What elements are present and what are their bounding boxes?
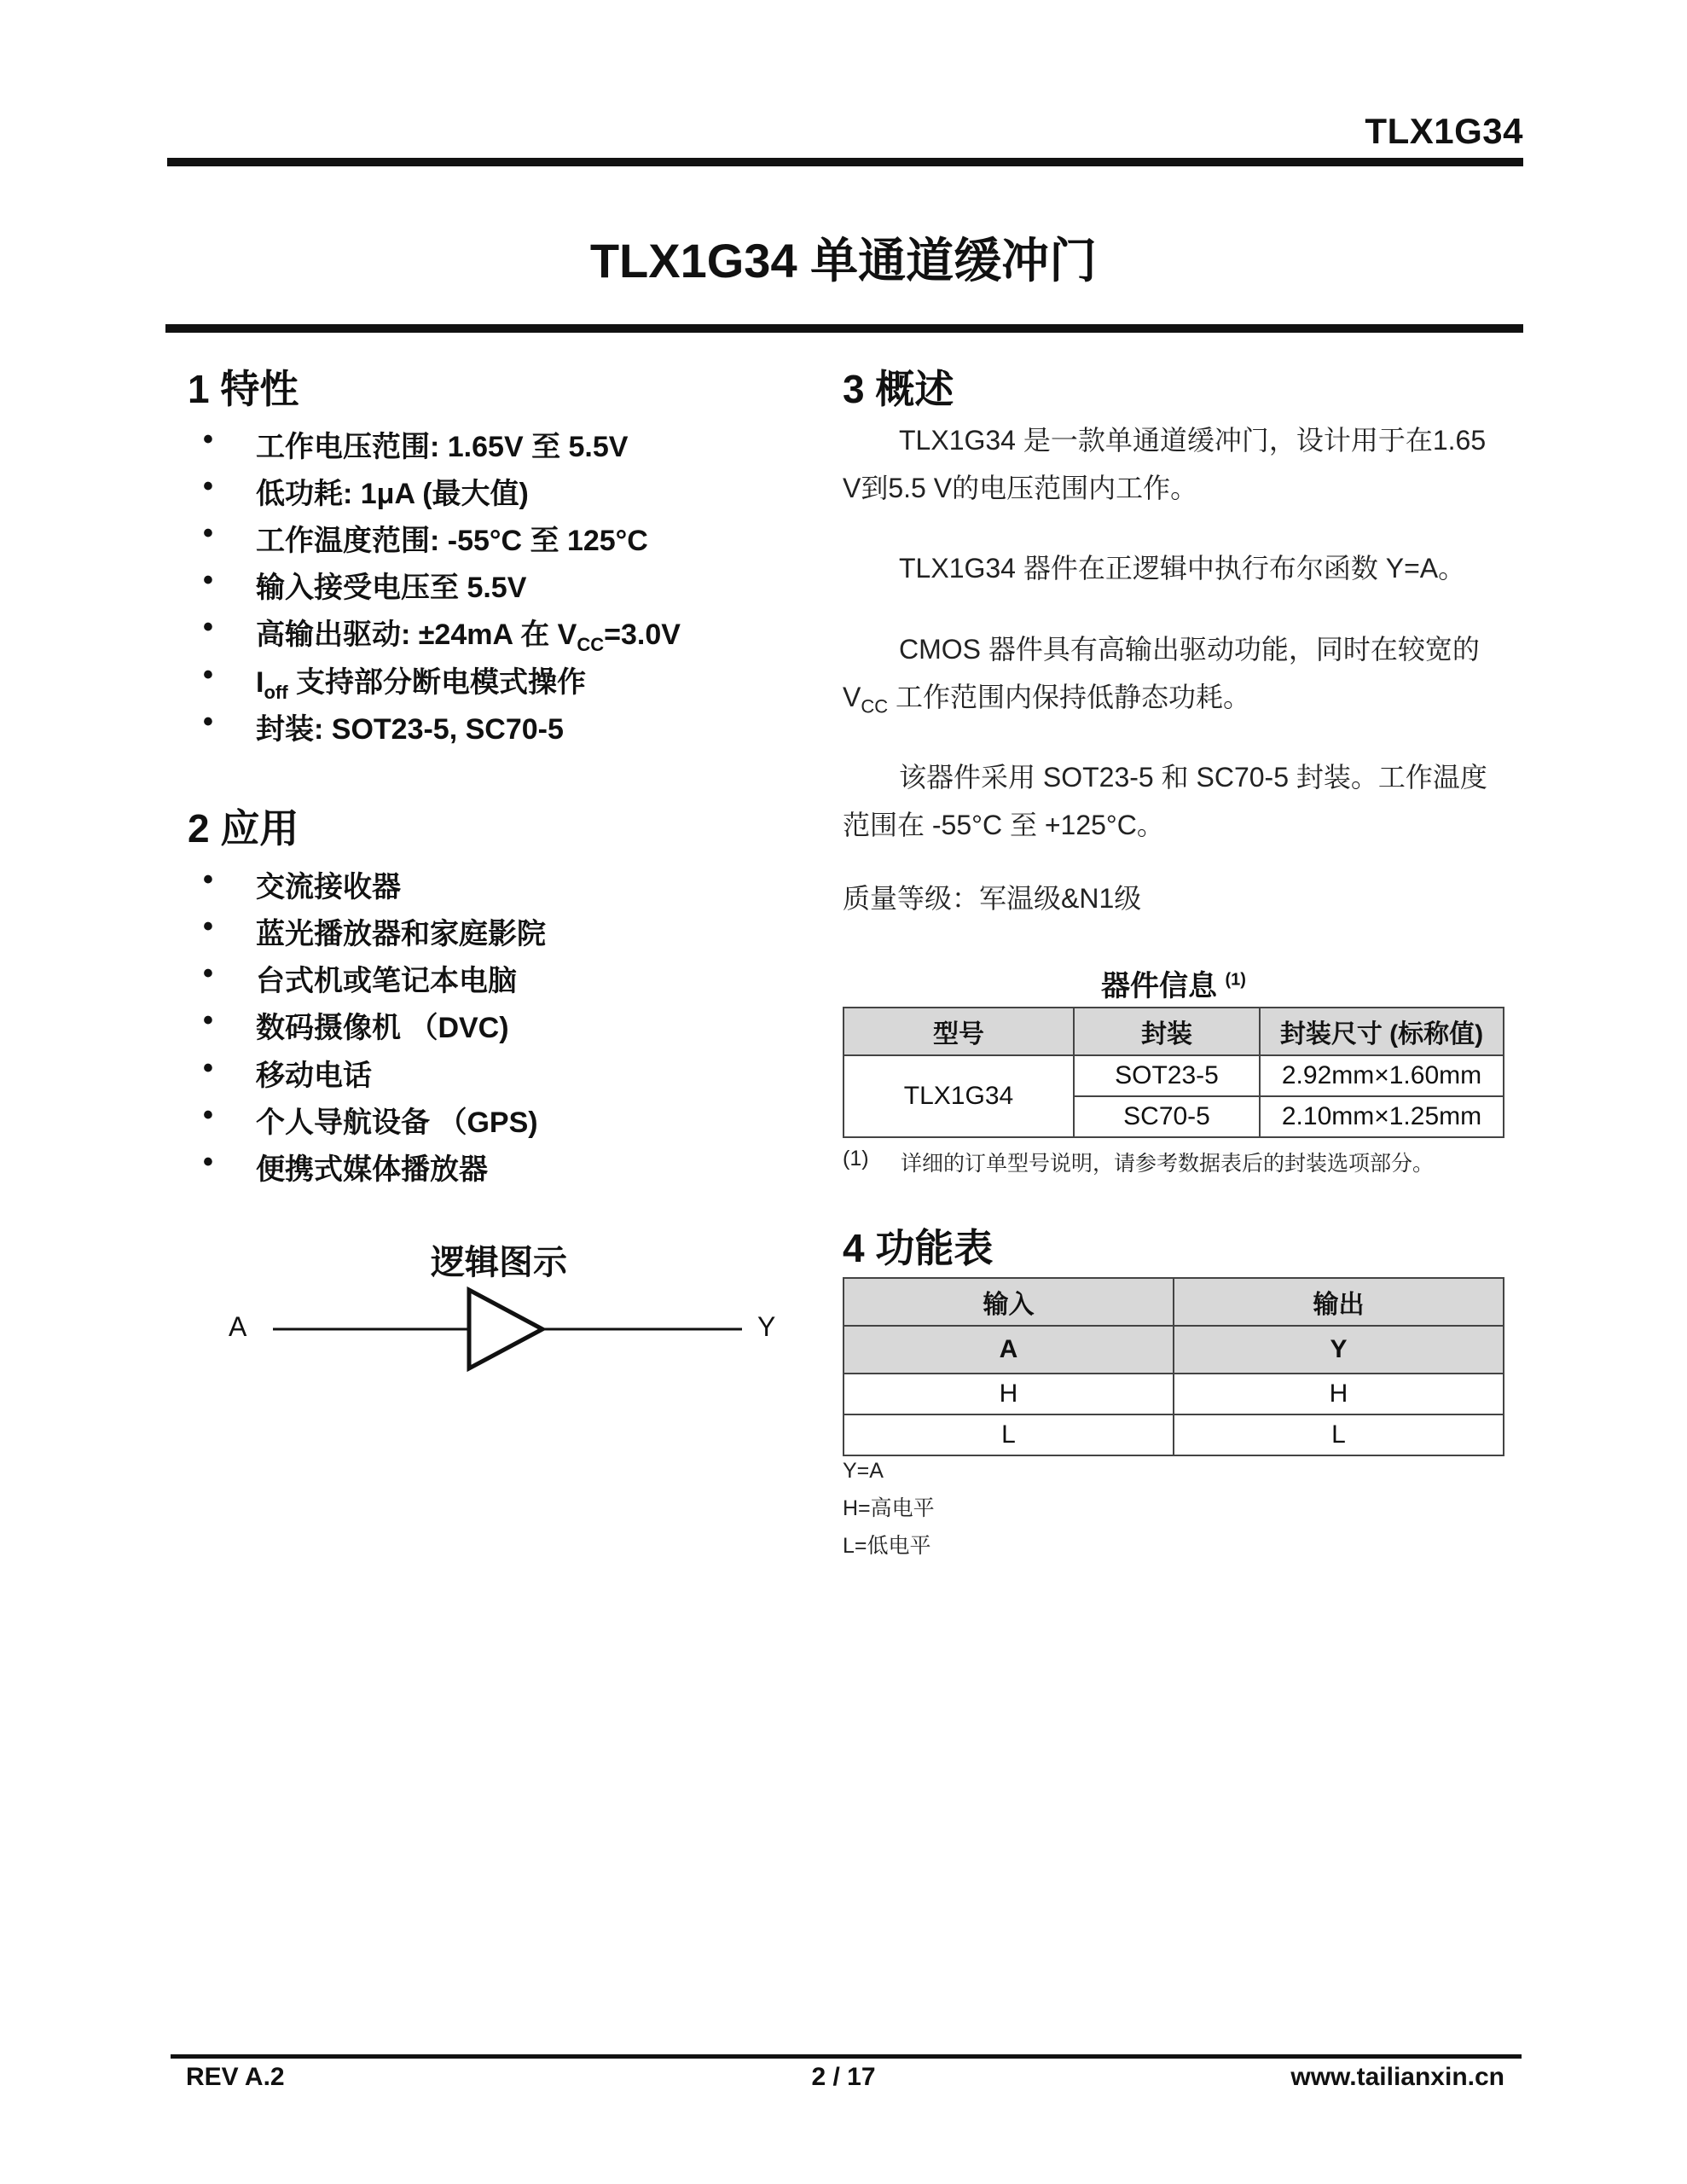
ioff-subscript: off [264, 681, 288, 703]
column-header: Y [1174, 1326, 1504, 1374]
application-item: • 数码摄像机 （DVC) [203, 1004, 509, 1044]
column-header: 型号 [844, 1008, 1074, 1055]
feature-item: • 工作温度范围: -55°C 至 125°C [203, 517, 648, 557]
overview-paragraph-1: TLX1G34 是一款单通道缓冲门，设计用于在1.65 V到5.5 V的电压范围内工作。 [843, 425, 1487, 503]
device-info-title [843, 962, 1504, 1004]
footer-website[interactable]: www.tailianxin.cn [1290, 2063, 1504, 2091]
part-cell: TLX1G34 [844, 1055, 1074, 1137]
input-cell: H [844, 1374, 1174, 1414]
logic-output-label: Y [757, 1311, 776, 1342]
table-row [844, 1055, 1504, 1096]
application-text: 数码摄像机 （DVC) [256, 1012, 509, 1044]
column-header: 封装尺寸 (标称值) [1260, 1008, 1504, 1055]
header-rule [167, 158, 1523, 166]
feature-text: I [256, 666, 264, 699]
vcc-subscript: CC [861, 695, 889, 717]
overview-paragraph-3 [843, 625, 1508, 730]
quality-grade: 质量等级：军温级&N1级 [843, 883, 1142, 914]
feature-text-tail: 支持部分断电模式操作 [287, 666, 586, 699]
applications-heading: 2 应用 [188, 806, 299, 851]
application-text: 蓝光播放器和家庭影院 [256, 918, 546, 950]
package-cell: SOT23-5 [1074, 1055, 1260, 1096]
device-info-footnote-ref: (1) [1225, 970, 1246, 990]
group-header: 输入 [844, 1278, 1174, 1326]
feature-text: 工作温度范围: -55°C 至 125°C [256, 525, 648, 557]
feature-item-ioff: • $I_{off}$ 支持部分断电模式操作 [203, 659, 586, 703]
feature-text: 输入接受电压至 5.5V [256, 572, 527, 604]
overview-paragraph-2: TLX1G34 器件在正逻辑中执行布尔函数 Y=A。 [899, 553, 1466, 584]
application-text: 台式机或笔记本电脑 [256, 965, 517, 997]
size-cell: 2.92mm×1.60mm [1260, 1055, 1504, 1096]
overview-p3-text: CMOS 器件具有高输出驱动功能，同时在较宽的 V [843, 634, 1480, 712]
application-item: • 交流接收器 [203, 863, 401, 903]
header-part-number: TLX1G34 [1365, 111, 1523, 151]
device-info-table [843, 1007, 1504, 1138]
feature-text: 高输出驱动: ±24mA 在 V [256, 619, 577, 651]
table-row [844, 1374, 1504, 1414]
features-heading: 1 特性 [188, 367, 299, 411]
package-cell: SC70-5 [1074, 1096, 1260, 1137]
function-note: L=低电平 [843, 1534, 931, 1558]
application-item: • 便携式媒体播放器 [203, 1146, 488, 1186]
footer-revision: REV A.2 [186, 2063, 285, 2091]
output-cell: L [1174, 1414, 1504, 1455]
application-text: 移动电话 [256, 1060, 372, 1092]
footer-page-number: 2 / 17 [811, 2063, 876, 2091]
device-info-note-number: (1) [843, 1147, 869, 1170]
overview-p3-tail: 工作范围内保持低静态功耗。 [888, 682, 1251, 712]
device-info-note: 详细的订单型号说明，请参考数据表后的封装选项部分。 [901, 1152, 1435, 1176]
device-info-title-text: 器件信息 [1101, 970, 1218, 1002]
application-item: • 个人导航设备 （GPS) [203, 1099, 538, 1139]
feature-item: • 封装: SOT23-5, SC70-5 [203, 706, 564, 746]
application-text: 个人导航设备 （GPS) [256, 1107, 538, 1139]
application-item: • 台式机或笔记本电脑 [203, 957, 517, 997]
feature-text: 工作电压范围: 1.65V 至 5.5V [256, 431, 629, 463]
application-text: 交流接收器 [256, 871, 401, 903]
application-item: • 蓝光播放器和家庭影院 [203, 910, 546, 950]
document-title: TLX1G34 单通道缓冲门 [589, 234, 1098, 288]
input-cell: L [844, 1414, 1174, 1455]
application-text: 便携式媒体播放器 [256, 1153, 488, 1186]
feature-text: 低功耗: 1μA (最大值) [256, 478, 529, 510]
feature-item: • 低功耗: 1μA (最大值) [203, 470, 529, 510]
feature-text-tail: =3.0V [604, 619, 681, 651]
title-rule [165, 324, 1523, 333]
application-item: • 移动电话 [203, 1052, 372, 1092]
table-row [844, 1414, 1504, 1455]
size-cell: 2.10mm×1.25mm [1260, 1096, 1504, 1137]
logic-diagram-title: 逻辑图示 [431, 1244, 567, 1281]
footer-rule [171, 2054, 1522, 2059]
output-cell: H [1174, 1374, 1504, 1414]
logic-input-label: A [229, 1311, 247, 1342]
function-note: Y=A [843, 1459, 884, 1483]
function-table [843, 1277, 1504, 1456]
feature-item-drive: • 高输出驱动: ±24mA 在 $V_{CC}=3.0V$ [203, 611, 681, 655]
buffer-triangle-icon [469, 1290, 542, 1368]
vcc-subscript: CC [577, 633, 605, 655]
overview-paragraph-4: 该器件采用 SOT23-5 和 SC70-5 封装。工作温度范围在 -55°C 至 +125°C。 [843, 762, 1487, 840]
column-header: 封装 [1074, 1008, 1260, 1055]
function-table-heading: 4 功能表 [843, 1226, 994, 1270]
overview-heading: 3 概述 [843, 367, 954, 411]
buffer-gate-diagram [264, 1280, 751, 1382]
function-note: H=高电平 [843, 1496, 935, 1520]
feature-item: • 工作电压范围: 1.65V 至 5.5V [203, 423, 629, 463]
feature-item: • 输入接受电压至 5.5V [203, 564, 527, 604]
group-header: 输出 [1174, 1278, 1504, 1326]
column-header: A [844, 1326, 1174, 1374]
feature-text: 封装: SOT23-5, SC70-5 [256, 713, 564, 746]
